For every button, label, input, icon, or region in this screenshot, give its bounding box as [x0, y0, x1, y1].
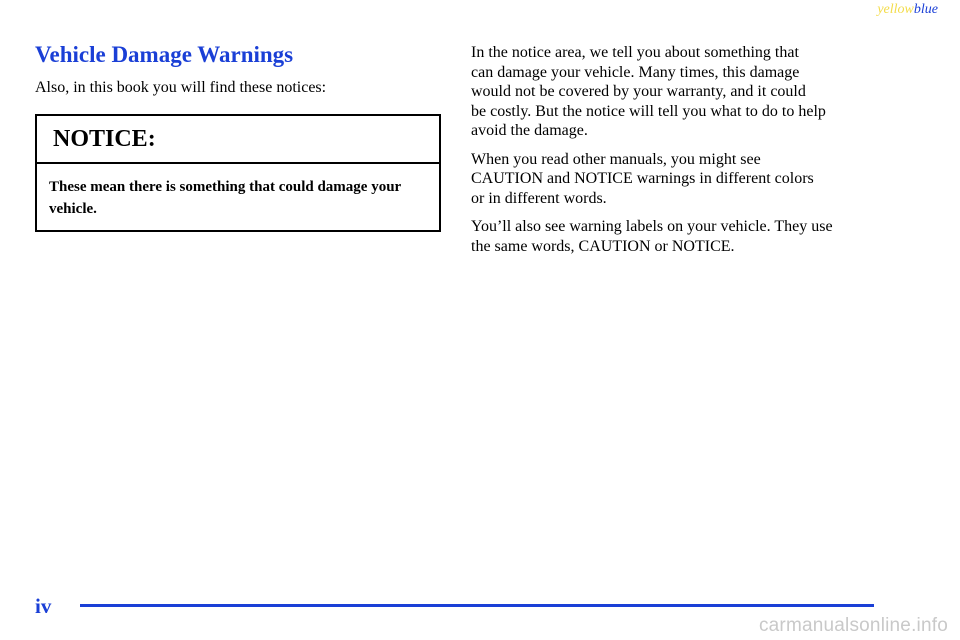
color-tag-blue: blue [913, 2, 938, 17]
footer-rule [80, 604, 874, 607]
paragraph-warning-labels: You’ll also see warning labels on your vehicle. They use the same words, CAUTION or NOTICE. [471, 218, 833, 255]
color-tag [877, 2, 938, 18]
notice-heading: NOTICE: [37, 116, 439, 164]
paragraph-other-manuals: When you read other manuals, you might see CAUTION and NOTICE warnings in different colors or in different words. [471, 150, 814, 207]
notice-box [35, 114, 441, 232]
watermark: carmanualsonline.info [758, 615, 948, 636]
color-tag-yellow: yellow [877, 2, 914, 17]
left-column [35, 40, 441, 98]
paragraph-notice-area: In the notice area, we tell you about something that can damage your vehicle. Many times, this damage would not be covered by your warranty, and it could be costly. But the notice will tell you what to do to help avoid the damage. [471, 44, 826, 139]
intro-text: Also, in this book you will find these notices: [35, 79, 327, 96]
page-number: iv [35, 594, 52, 618]
page-title: Vehicle Damage Warnings [35, 42, 294, 67]
notice-body: These mean there is something that could damage your vehicle. [49, 179, 401, 217]
right-column [471, 43, 911, 265]
